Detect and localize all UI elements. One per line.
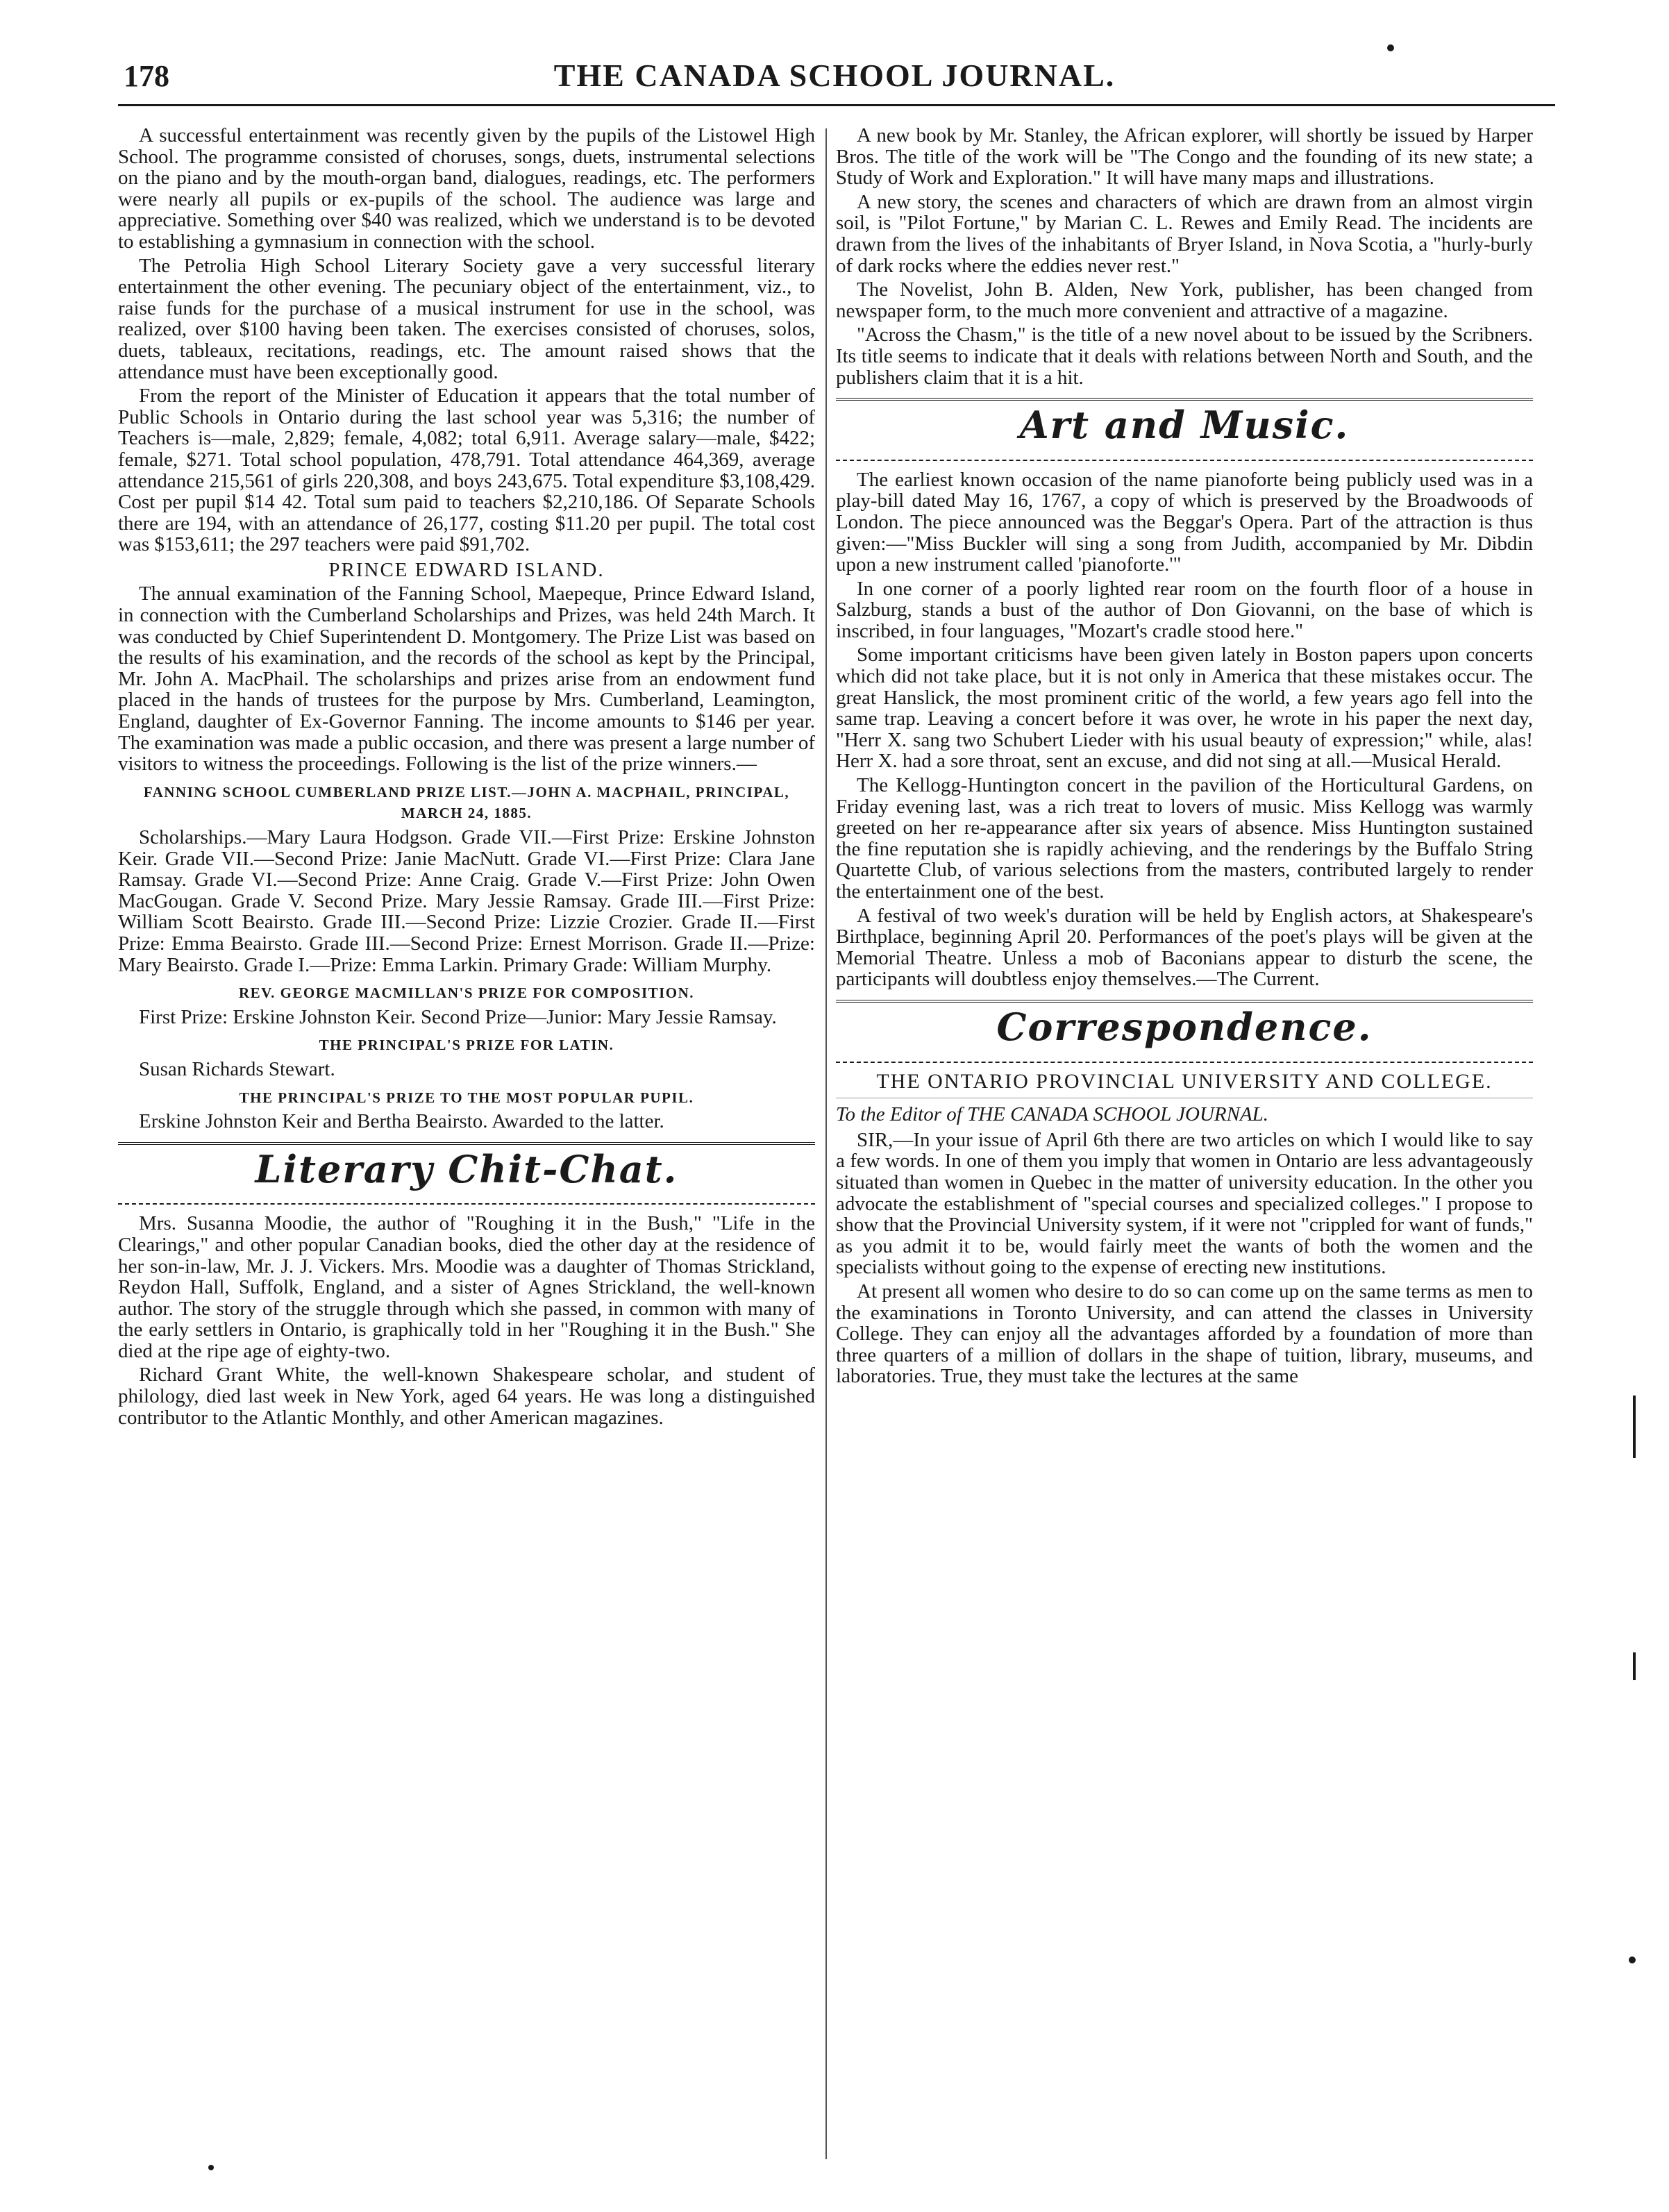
article-pilot-fortune: A new story, the scenes and characters of which are drawn from an almost virgin soil, is "Pilot Fortune," by Marian C. L. Rewes and Emily Read. The incidents are drawn from the lives of the inhabitants of Bryer Island, in Nova Scotia, a "hurly-burly of dark rocks where the eddies never rest.": [836, 190, 1533, 277]
latin-prize-winner: Susan Richards Stewart.: [139, 1057, 335, 1080]
popular-pupil-heading: THE PRINCIPAL'S PRIZE TO THE MOST POPULAR PUPIL.: [239, 1089, 694, 1106]
page-number: 178: [124, 59, 169, 93]
article-salzburg: In one corner of a poorly lighted rear room on the fourth floor of a house in Salzburg, stands a bust of the author of Don Giovanni, on the base of which is inscribed, in four languages, "Mozart's cradle stood here.": [836, 577, 1533, 642]
article-novelist: The Novelist, John B. Alden, New York, publisher, has been changed from newspaper form, to the much more convenient and attractive of a magazine.: [836, 278, 1533, 322]
article-festival: A festival of two week's duration will be held by English actors, at Shakespeare's Birthplace, beginning April 20. Performances of the poet's plays will be given at the Memorial Theatre. Unless a mob of Baconians appear to disturb the scene, the participants will doubtless enjoy themselves.—The Current.: [836, 904, 1533, 991]
left-column: [118, 125, 815, 2180]
article-grant-white: Richard Grant White, the well-known Shakespeare scholar, and student of philology, died last week in New York, aged 64 years. He was long a distinguished contributor to the Atlantic Monthly, and other American magazines.: [118, 1364, 815, 1429]
art-and-music-banner: [836, 398, 1533, 461]
header-rule: [118, 104, 1555, 106]
section-title: Correspondence.: [996, 1004, 1373, 1049]
article-minister-report: From the report of the Minister of Education it appears that the total number of Public Schools in Ontario during the last school year was 5,316; the number of Teachers is—male, 2,829; female, 4,082; total 6,911. Average salary—male, $422; female, $271. Total school population, 478,791. Total attendance 464,369, average attendance 215,561 of girls 220,308, and boys 243,675. Total expenditure $3,108,429. Cost per pupil $14 42. Total sum paid to teachers $2,210,186. Of Separate Schools there are 194, with an attendance of 26,177, costing $11.20 per pupil. The total cost was $153,611; the 297 teachers were paid $91,702.: [118, 385, 815, 556]
ink-speck: [1387, 44, 1394, 51]
scholarships-list: Scholarships.—Mary Laura Hodgson. Grade VII.—First Prize: Erskine Johnston Keir. Grade VII.—Second Prize: Janie MacNutt. Grade VI.—First Prize: Clara Jane Ramsay. Grade VI.—Second Prize: Anne Craig. Grade V.—First Prize: John Owen MacGougan. Grade V. Second Prize. Mary Jessie Ramsay. Grade III.—First Prize: William Scott Beairsto. Grade III.—Second Prize: Lizzie Crozier. Grade II.—First Prize: Emma Beairsto. Grade III.—Second Prize: Ernest Morrison. Grade II.—Prize: Mary Beairsto. Grade I.—Prize: Emma Larkin. Primary Grade: William Murphy.: [118, 826, 815, 976]
prize-list-heading: FANNING SCHOOL CUMBERLAND PRIZE LIST.—JOHN A. MACPHAIL, PRINCIPAL, MARCH 24, 1885.: [143, 783, 790, 822]
latin-prize-heading: THE PRINCIPAL'S PRIZE FOR LATIN.: [319, 1037, 614, 1054]
article-pianoforte: The earliest known occasion of the name pianoforte being publicly used was in a play-bill dated May 16, 1767, a copy of which is preserved by the Broadwoods of London. The piece announced was the Beggar's Opera. Part of the attraction is thus given:—"Miss Buckler will sing a song from Judith, accompanied by Mr. Dibdin upon a new instrument called 'pianoforte.'": [836, 468, 1533, 576]
article-stanley: A new book by Mr. Stanley, the African explorer, will shortly be issued by Harper Bros. The title of the work will be "The Congo and the founding of its new state; a Study of Work and Exploration." It will have many maps and illustrations.: [836, 125, 1533, 190]
composition-prize-heading: REV. GEORGE MACMILLAN'S PRIZE FOR COMPOSITION.: [238, 984, 695, 1002]
letter-paragraph-2: At present all women who desire to do so can come up on the same terms as men to the examinations in Toronto University, and can attend the classes in University College. They can enjoy all the advantages afforded by a foundation of more than three quarters of a million of dollars in the shape of tuition, library, museums, and laboratories. True, they must take the lectures at the same: [836, 1280, 1533, 1388]
literary-chit-chat-banner: [118, 1142, 815, 1205]
article-criticisms: Some important criticisms have been given lately in Boston papers upon concerts which did not take place, but it is not only in America that these mistakes occur. The great Hanslick, the most prominent critic of the world, a few years ago fell into the same trap. Leaving a concert before it was over, he wrote in his paper the next day, "Herr X. sang two Schubert Lieder with his usual beauty of expression;" while, alas! Herr X. had a sore throat, sent an excuse, and did not sing at all.—Musical Herald.: [836, 644, 1533, 773]
article-across-the-chasm: "Across the Chasm," is the title of a new novel about to be issued by the Scribners. Its title seems to indicate that it deals with relations between North and South, and the publishers claim that it is a hit.: [836, 324, 1533, 389]
ink-speck: [1629, 1957, 1636, 1963]
popular-pupil-winner: Erskine Johnston Keir and Bertha Beairsto. Awarded to the latter.: [139, 1110, 664, 1133]
pei-heading: PRINCE EDWARD ISLAND.: [328, 558, 605, 581]
journal-title: THE CANADA SCHOOL JOURNAL.: [553, 58, 1116, 93]
right-column: [836, 125, 1533, 2180]
article-fanning-school: The annual examination of the Fanning School, Maepeque, Prince Edward Island, in connection with the Cumberland Scholarships and Prizes, was held 24th March. It was conducted by Chief Superintendent D. Montgomery. The Prize List was based on the results of his examination, and the records of the school as kept by the Principal, Mr. John A. MacPhail. The scholarships and prizes arise from an endowment fund placed in the hands of trustees for the purpose by Mrs. Cumberland, Leamington, England, daughter of Ex-Governor Fanning. The income amounts to $146 per year. The examination was made a public occasion, and there was present a large number of visitors to witness the proceedings. Following is the list of the prize winners.—: [118, 583, 815, 776]
margin-mark: [1633, 1652, 1636, 1680]
section-title: Literary Chit-Chat.: [255, 1146, 678, 1191]
margin-mark: [1633, 1396, 1636, 1458]
composition-prize-winners: First Prize: Erskine Johnston Keir. Second Prize—Junior: Mary Jessie Ramsay.: [139, 1005, 777, 1028]
letter-paragraph-1: SIR,—In your issue of April 6th there are two articles on which I would like to say a few words. In one of them you imply that women in Ontario are less advantageously situated than women in Quebec in the matter of university education. In the other you advocate the establishment of "special courses and specialized colleges." I propose to show that the Provincial University system, if it were not "crippled for want of funds," as you admit it to be, would fairly meet the wants of both the women and the specialists without going to the expense of erecting new institutions.: [836, 1128, 1533, 1279]
correspondence-banner: [836, 1000, 1533, 1063]
section-title: Art and Music.: [1019, 403, 1350, 448]
column-divider: [825, 128, 827, 2159]
page-header: [119, 54, 1550, 103]
ink-speck: [208, 2165, 214, 2170]
article-listowel: A successful entertainment was recently given by the pupils of the Listowel High School. The programme consisted of choruses, songs, duets, instrumental selections on the piano and by the mouth-organ band, dialogues, readings, etc. The performers were nearly all pupils or ex-pupils of the school. The audience was large and appreciative. Something over $40 was realized, which we understand is to be devoted to establishing a gymnasium in connection with the school.: [118, 125, 815, 253]
letter-addressee: To the Editor of THE CANADA SCHOOL JOURNAL.: [836, 1103, 1269, 1126]
article-moodie: Mrs. Susanna Moodie, the author of "Roughing it in the Bush," "Life in the Clearings," and other popular Canadian books, died the other day at the residence of her son-in-law, Mr. J. J. Vickers. Mrs. Moodie was a daughter of Thomas Strickland, Reydon Hall, Suffolk, England, and a sister of Agnes Strickland, the well-known author. The story of the struggle through which she passed, in common with many of the early settlers in Ontario, is graphically told in her "Roughing it in the Bush." She died at the ripe age of eighty-two.: [118, 1212, 815, 1362]
letter-title: THE ONTARIO PROVINCIAL UNIVERSITY AND COLLEGE.: [836, 1071, 1533, 1099]
article-kellogg-huntington: The Kellogg-Huntington concert in the pavilion of the Horticultural Gardens, on Friday evening last, was a rich treat to lovers of music. Miss Kellogg was warmly greeted on her re-appearance after six years of absence. Miss Huntington sustained the fine reputation she is rapidly achieving, and the renderings by the Buffalo String Quartette Club, of various selections from the masters, contributed largely to render the entertainment one of the best.: [836, 774, 1533, 903]
article-petrolia: The Petrolia High School Literary Society gave a very successful literary entertainment the other evening. The pecuniary object of the entertainment, viz., to raise funds for the purchase of a musical instrument for use in the school, was realized, over $100 having been taken. The exercises consisted of choruses, solos, duets, tableaux, recitations, readings, etc. The amount raised shows that the attendance must have been exceptionally good.: [118, 254, 815, 383]
